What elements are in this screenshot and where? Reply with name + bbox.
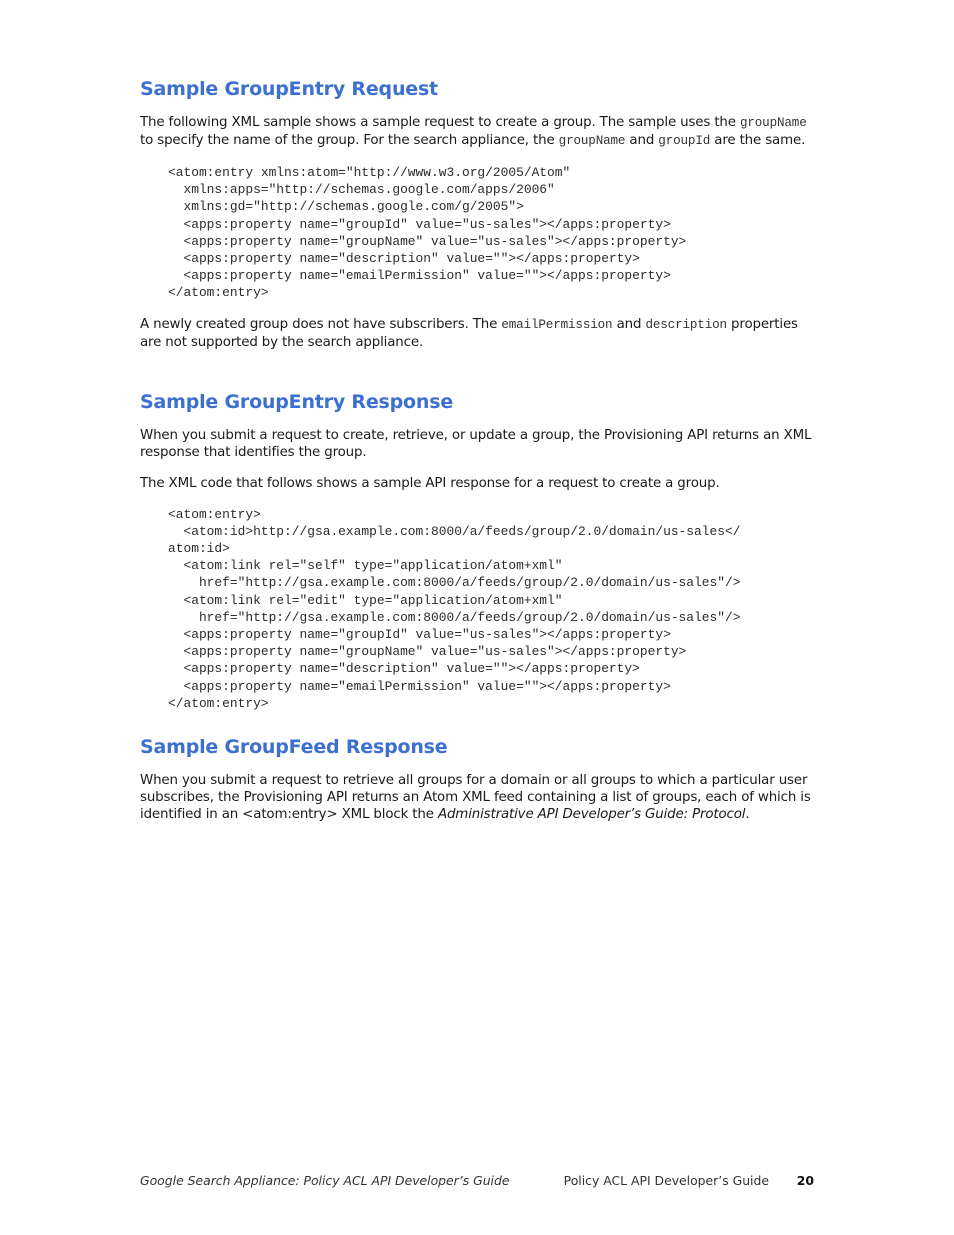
inline-code: groupName [739,116,807,130]
guide-reference: Administrative API Developer’s Guide: Protocol [437,807,746,823]
inline-code: groupName [558,134,626,148]
code-block-groupentry-response: <atom:entry> <atom:id>http://gsa.example.com:8000/a/feeds/group/2.0/domain/us-sales</ atom:id> <atom:link rel="self" type="application/atom+xml" href="http://gsa.example.com:8000/a/feeds/group/2.0/domain/us-sales"/> <atom:link rel="edit" type="application/atom+xml" href="http://gsa.example.com:8000/a/feeds/group/2.0/domain/us-sales"/> <apps:property name="groupId" value="us-sales"></apps:property> <apps:property name="groupName" value="us-sales"></apps:property> <apps:property name="description" value=""></apps:property> <apps:property name="emailPermission" value=""></apps:property> </atom:entry> [168,506,741,711]
page-number: 20 [796,1173,814,1188]
paragraph-groupentry-request-intro: The following XML sample shows a sample request to create a group. The sample uses the groupName to specify the name of the group. For the search appliance, the groupName and groupId are the same. [140,115,807,148]
footer-book-title: Google Search Appliance: Policy ACL API Developer’s Guide [140,1173,510,1188]
paragraph-groupfeed-response: When you submit a request to retrieve all groups for a domain or all groups to which a particular user subscribes, the Provisioning API returns an Atom XML feed containing a list of groups, each of which is identified in an <atom:entry> XML block the Administrative API Developer’s Guide: Protocol. [140,773,811,823]
section-heading-groupentry-response: Sample GroupEntry Response [140,390,454,413]
inline-code: emailPermission [501,317,613,332]
section-heading-groupentry-request: Sample GroupEntry Request [140,78,438,100]
paragraph-groupentry-request-note: A newly created group does not have subscribers. The emailPermission and description properties are not supported by the search appliance. [140,316,798,350]
paragraph-groupentry-response-lead: The XML code that follows shows a sample API response for a request to create a group. [140,475,720,491]
paragraph-groupentry-response-intro: When you submit a request to create, retrieve, or update a group, the Provisioning API returns an XML response that identifies the group. [140,427,812,460]
inline-code: description [645,317,727,332]
footer-guide-title: Policy ACL API Developer’s Guide [563,1173,769,1188]
inline-code: groupId [658,134,711,148]
section-heading-groupfeed-response: Sample GroupFeed Response [140,736,448,759]
code-block-groupentry-request: <atom:entry xmlns:atom="http://www.w3.org/2005/Atom" xmlns:apps="http://schemas.google.com/apps/2006" xmlns:gd="http://schemas.google.com/g/2005"> <apps:property name="groupId" value="us-sales"></apps:property> <apps:property name="groupName" value="us-sales"></apps:property> <apps:property name="description" value=""></apps:property> <apps:property name="emailPermission" value=""></apps:property> </atom:entry> [168,165,687,301]
document-body [140,78,820,837]
